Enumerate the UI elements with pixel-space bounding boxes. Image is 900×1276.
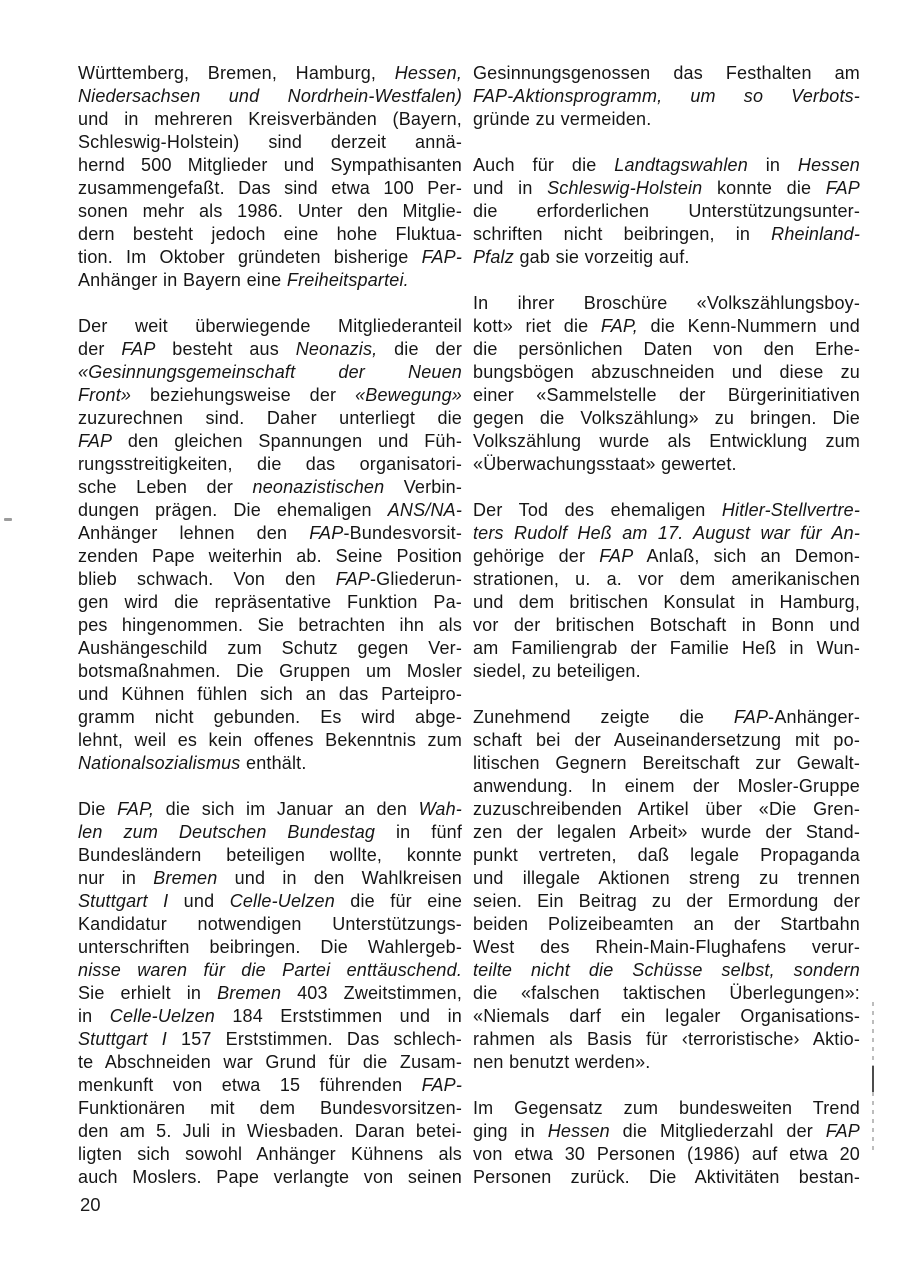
italic-text-segment: FAP, (117, 799, 155, 819)
text-segment: in (747, 155, 798, 175)
italic-text-segment: Neonazis, (295, 339, 378, 359)
text-segment: Sie erhielt in (78, 983, 218, 1003)
text-line (78, 384, 462, 407)
text-line (78, 131, 462, 154)
text-line (473, 1166, 860, 1189)
italic-text-segment: Hessen, (394, 63, 462, 83)
text-segment: zusammengefaßt. Das sind etwa 100 Per- (78, 178, 462, 198)
text-segment: den am 5. Juli in Wiesbaden. Daran betei- (78, 1121, 462, 1141)
italic-text-segment: Hitler-Stellvertre- (721, 500, 860, 520)
italic-text-segment: FAP (121, 339, 156, 359)
text-line (473, 867, 860, 890)
text-line (78, 936, 462, 959)
text-line (473, 62, 860, 85)
italic-text-segment: Hessen (547, 1121, 610, 1141)
text-line (473, 936, 860, 959)
text-segment: den gleichen Spannungen und Füh- (112, 431, 462, 451)
italic-text-segment: Nationalsozialismus (78, 753, 241, 773)
text-line (473, 1051, 860, 1074)
text-segment: kott» riet die (473, 316, 601, 336)
text-segment: ligten sich sowohl Anhänger Kühnens als (78, 1144, 462, 1164)
text-segment: beiden Polizeibeamten an der Startbahn (473, 914, 860, 934)
text-segment: zuzuschreibenden Artikel über «Die Gren- (473, 799, 860, 819)
text-line (78, 154, 462, 177)
text-segment: lehnt, weil es kein offenes Bekenntnis zum (78, 730, 462, 750)
italic-text-segment: Stuttgart I (78, 891, 169, 911)
paragraph (78, 798, 462, 1189)
text-segment: gegen die Volkszählung» zu bringen. Die (473, 408, 860, 428)
paragraph (473, 154, 860, 269)
text-line (78, 798, 462, 821)
text-line (473, 384, 860, 407)
text-segment: und in mehreren Kreisverbänden (Bayern, (78, 109, 462, 129)
italic-text-segment: FAP- (421, 1075, 462, 1095)
text-segment: nur in (78, 868, 154, 888)
text-line (78, 246, 462, 269)
text-segment: Bundesländern beteiligen wollte, konnte (78, 845, 462, 865)
text-segment: die «falschen taktischen Überlegungen»: (473, 983, 860, 1003)
text-line (78, 1166, 462, 1189)
text-line (473, 200, 860, 223)
text-line (78, 614, 462, 637)
text-line (473, 1005, 860, 1028)
text-segment: die Mitgliederzahl der (609, 1121, 826, 1141)
text-line (473, 292, 860, 315)
text-line (78, 867, 462, 890)
text-segment: seien. Ein Beitrag zu der Ermordung der (473, 891, 860, 911)
text-segment: gehörige der (473, 546, 600, 566)
text-segment: ging in (473, 1121, 548, 1141)
text-segment: zuzurechnen sind. Daher unterliegt die (78, 408, 462, 428)
text-segment: von etwa 30 Personen (1986) auf etwa 20 (473, 1144, 860, 1164)
text-line (473, 637, 860, 660)
text-segment: sche Leben der (78, 477, 253, 497)
text-segment: tion. Im Oktober gründeten bisherige (78, 247, 422, 267)
text-line (78, 959, 462, 982)
text-line (78, 637, 462, 660)
text-segment: und illegale Aktionen streng zu trennen (473, 868, 860, 888)
text-segment: Anlaß, sich an Demon- (633, 546, 860, 566)
text-line (78, 683, 462, 706)
text-segment: am Familiengrab der Familie Heß in Wun- (473, 638, 860, 658)
italic-text-segment: len zum Deutschen Bundestag (78, 822, 376, 842)
italic-text-segment: FAP, (600, 316, 638, 336)
italic-text-segment: FAP (825, 1121, 860, 1141)
text-segment: 403 Zweitstimmen, (281, 983, 462, 1003)
text-line (473, 315, 860, 338)
text-line (78, 315, 462, 338)
text-line (473, 568, 860, 591)
text-segment: schriften nicht beibringen, in (473, 224, 772, 244)
text-line (473, 1120, 860, 1143)
text-line (473, 591, 860, 614)
text-segment: -Anhänger- (768, 707, 860, 727)
text-line (78, 913, 462, 936)
text-segment: die der (377, 339, 462, 359)
text-segment: und in den Wahlkreisen (217, 868, 462, 888)
text-line (473, 706, 860, 729)
text-line (473, 522, 860, 545)
paragraph (473, 706, 860, 1074)
text-segment: gründe zu vermeiden. (473, 109, 652, 129)
text-segment: beziehungsweise der (131, 385, 356, 405)
text-line (78, 1097, 462, 1120)
text-segment: rahmen als Basis für ‹terroristische› Aktio- (473, 1029, 860, 1049)
scan-artifact-solid-line (872, 1066, 874, 1092)
text-line (78, 660, 462, 683)
paragraph (78, 62, 462, 292)
italic-text-segment: Freiheitspartei. (286, 270, 409, 290)
text-segment: In ihrer Broschüre «Volkszählungsboy- (473, 293, 860, 313)
text-line (78, 706, 462, 729)
text-segment: menkunft von etwa 15 führenden (78, 1075, 422, 1095)
italic-text-segment: FAP (78, 431, 113, 451)
text-line (78, 85, 462, 108)
text-line (473, 223, 860, 246)
text-line (78, 568, 462, 591)
text-line (473, 729, 860, 752)
text-line (78, 1051, 462, 1074)
italic-text-segment: Niedersachsen und Nordrhein-Westfalen) (78, 86, 462, 106)
text-line (78, 890, 462, 913)
text-segment: Funktionären mit dem Bundesvorsitzen- (78, 1098, 462, 1118)
text-line (78, 844, 462, 867)
italic-text-segment: Pfalz (473, 247, 514, 267)
text-line (78, 223, 462, 246)
text-segment: konnte die (702, 178, 826, 198)
text-line (78, 108, 462, 131)
text-segment: dern besteht jedoch eine hohe Fluktua- (78, 224, 462, 244)
text-line (78, 430, 462, 453)
text-line (78, 361, 462, 384)
text-line (473, 1143, 860, 1166)
text-segment: siedel, zu beteiligen. (473, 661, 641, 681)
text-segment: Verbin- (384, 477, 463, 497)
text-line (473, 338, 860, 361)
text-segment: strationen, u. a. vor dem amerikanischen (473, 569, 860, 589)
text-segment: die sich im Januar an den (154, 799, 419, 819)
text-segment: -Bundesvorsit- (343, 523, 462, 543)
italic-text-segment: Bremen (217, 983, 282, 1003)
italic-text-segment: Hessen (797, 155, 861, 175)
text-line (473, 499, 860, 522)
text-line (78, 499, 462, 522)
text-line (473, 85, 860, 108)
italic-text-segment: ANS/NA- (387, 500, 462, 520)
text-segment: Anhänger in Bayern eine (78, 270, 287, 290)
text-segment: Im Gegensatz zum bundesweiten Trend (473, 1098, 860, 1118)
text-line (78, 821, 462, 844)
italic-text-segment: teilte nicht die Schüsse selbst, sondern (473, 960, 860, 980)
text-line (78, 200, 462, 223)
text-line (78, 476, 462, 499)
text-segment: Gesinnungsgenossen das Festhalten am (473, 63, 860, 83)
text-line (473, 752, 860, 775)
text-segment: gramm nicht gebunden. Es wird abge- (78, 707, 462, 727)
text-segment: die erforderlichen Unterstützungsunter- (473, 201, 860, 221)
text-segment: enthält. (240, 753, 307, 773)
text-line (78, 453, 462, 476)
text-line (473, 1097, 860, 1120)
text-line (78, 338, 462, 361)
text-segment: besteht aus (155, 339, 296, 359)
text-segment: in fünf (375, 822, 463, 842)
text-line (473, 660, 860, 683)
text-line (473, 798, 860, 821)
italic-text-segment: Bremen (153, 868, 218, 888)
text-segment: unterschriften beibringen. Die Wahlergeb- (78, 937, 462, 957)
italic-text-segment: neonazistischen (252, 477, 385, 497)
text-segment: Auch für die (473, 155, 615, 175)
text-segment: hernd 500 Mitglieder und Sympathisanten (78, 155, 462, 175)
text-line (473, 775, 860, 798)
text-segment: Personen zurück. Die Aktivitäten bestan- (473, 1167, 860, 1187)
text-segment: West des Rhein-Main-Flughafens verur- (473, 937, 860, 957)
italic-text-segment: Landtagswahlen (614, 155, 748, 175)
italic-text-segment: FAP (599, 546, 634, 566)
italic-text-segment: nisse waren für die Partei enttäuschend. (78, 960, 462, 980)
paragraph (473, 292, 860, 476)
text-segment: die persönlichen Daten von den Erhe- (473, 339, 860, 359)
text-segment: te Abschneiden war Grund für die Zusam- (78, 1052, 462, 1072)
text-segment: vor der britischen Botschaft in Bonn und (473, 615, 860, 635)
italic-text-segment: FAP-Aktionsprogramm, um so Verbots- (473, 86, 860, 106)
text-line (78, 729, 462, 752)
text-segment: Aushängeschild zum Schutz gegen Ver- (78, 638, 462, 658)
text-line (78, 62, 462, 85)
paragraph (473, 1097, 860, 1189)
text-segment: gab sie vorzeitig auf. (513, 247, 690, 267)
text-segment: bungsbögen abzuschneiden und diese zu (473, 362, 860, 382)
text-segment: gen wird die repräsentative Funktion Pa- (78, 592, 462, 612)
italic-text-segment: «Bewegung» (355, 385, 462, 405)
text-segment: Der weit überwiegende Mitgliederanteil (78, 316, 462, 336)
text-segment: die für eine (334, 891, 463, 911)
paragraph (473, 62, 860, 131)
text-segment: und in (473, 178, 548, 198)
text-line (473, 154, 860, 177)
text-segment: sonen mehr als 1986. Unter den Mitglie- (78, 201, 462, 221)
text-line (473, 246, 860, 269)
text-line (78, 177, 462, 200)
text-line (473, 430, 860, 453)
text-segment: Volkszählung wurde als Entwicklung zum (473, 431, 860, 451)
text-segment: litischen Gegnern Bereitschaft zur Gewalt- (473, 753, 860, 773)
text-segment: Der Tod des ehemaligen (473, 500, 722, 520)
text-segment: dungen prägen. Die ehemaligen (78, 500, 388, 520)
text-segment: punkt vertreten, daß legale Propaganda (473, 845, 860, 865)
text-line (473, 844, 860, 867)
italic-text-segment: Front» (78, 385, 132, 405)
text-segment: 184 Erststimmen und in (214, 1006, 462, 1026)
page-number: 20 (80, 1194, 101, 1215)
text-line (78, 545, 462, 568)
text-line (473, 982, 860, 1005)
text-column-left (78, 62, 462, 1189)
text-line (473, 177, 860, 200)
text-line (78, 1028, 462, 1051)
text-line (78, 1074, 462, 1097)
text-segment: anwendung. In einem der Mosler-Gruppe (473, 776, 860, 796)
italic-text-segment: Celle-Uelzen (229, 891, 335, 911)
text-segment: 157 Erststimmen. Das schlech- (166, 1029, 462, 1049)
text-segment: botsmaßnahmen. Die Gruppen um Mosler (78, 661, 462, 681)
italic-text-segment: Celle-Uelzen (109, 1006, 215, 1026)
text-line (473, 614, 860, 637)
text-line (78, 591, 462, 614)
text-segment: einer «Sammelstelle der Bürgerinitiativen (473, 385, 860, 405)
text-line (78, 1120, 462, 1143)
text-segment: blieb schwach. Von den (78, 569, 336, 589)
italic-text-segment: Stuttgart I (78, 1029, 167, 1049)
text-line (78, 1143, 462, 1166)
text-segment: in (78, 1006, 110, 1026)
text-segment: und Kühnen fühlen sich an das Parteipro- (78, 684, 462, 704)
text-line (473, 545, 860, 568)
text-line (78, 522, 462, 545)
text-line (78, 407, 462, 430)
text-segment: zen der legalen Arbeit» wurde der Stand- (473, 822, 860, 842)
text-segment: Die (78, 799, 118, 819)
text-segment: -Gliederun- (369, 569, 462, 589)
text-segment: nen benutzt werden». (473, 1052, 651, 1072)
text-segment: schaft bei der Auseinandersetzung mit po- (473, 730, 860, 750)
text-segment: auch Moslers. Pape verlangte von seinen (78, 1167, 462, 1187)
text-segment: und (168, 891, 230, 911)
text-line (473, 407, 860, 430)
italic-text-segment: FAP (733, 707, 769, 727)
text-line (473, 453, 860, 476)
italic-text-segment: FAP (309, 523, 344, 543)
text-line (78, 752, 462, 775)
italic-text-segment: «Gesinnungsgemeinschaft der Neuen (78, 362, 462, 382)
text-segment: die Kenn-Nummern und (637, 316, 860, 336)
italic-text-segment: Rheinland- (771, 224, 860, 244)
italic-text-segment: FAP (825, 178, 860, 198)
text-segment: Württemberg, Bremen, Hamburg, (78, 63, 395, 83)
text-line (78, 982, 462, 1005)
text-line (473, 361, 860, 384)
text-segment: der (78, 339, 122, 359)
italic-text-segment: Wah- (418, 799, 462, 819)
text-segment: rungsstreitigkeiten, die das organisatori- (78, 454, 462, 474)
text-segment: Kandidatur notwendigen Unterstützungs- (78, 914, 462, 934)
text-line (78, 269, 462, 292)
text-line (473, 959, 860, 982)
text-segment: und dem britischen Konsulat in Hamburg, (473, 592, 860, 612)
text-line (473, 890, 860, 913)
text-column-right (473, 62, 860, 1189)
scan-artifact-dash (4, 518, 12, 521)
italic-text-segment: FAP- (421, 247, 462, 267)
text-segment: «Niemals darf ein legaler Organisations- (473, 1006, 860, 1026)
text-line (473, 1028, 860, 1051)
paragraph (473, 499, 860, 683)
text-line (473, 108, 860, 131)
text-segment: «Überwachungsstaat» gewertet. (473, 454, 737, 474)
text-segment: Schleswig-Holstein) sind derzeit annä- (78, 132, 462, 152)
text-segment: Anhänger lehnen den (78, 523, 310, 543)
italic-text-segment: Schleswig-Holstein (547, 178, 703, 198)
text-segment: zenden Pape weiterhin ab. Seine Position (78, 546, 462, 566)
text-segment: Zunehmend zeigte die (473, 707, 734, 727)
text-line (473, 913, 860, 936)
italic-text-segment: ters Rudolf Heß am 17. August war für An- (473, 523, 860, 543)
text-line (78, 1005, 462, 1028)
text-segment: pes hingenommen. Sie betrachten ihn als (78, 615, 462, 635)
paragraph (78, 315, 462, 775)
italic-text-segment: FAP (335, 569, 370, 589)
text-line (473, 821, 860, 844)
